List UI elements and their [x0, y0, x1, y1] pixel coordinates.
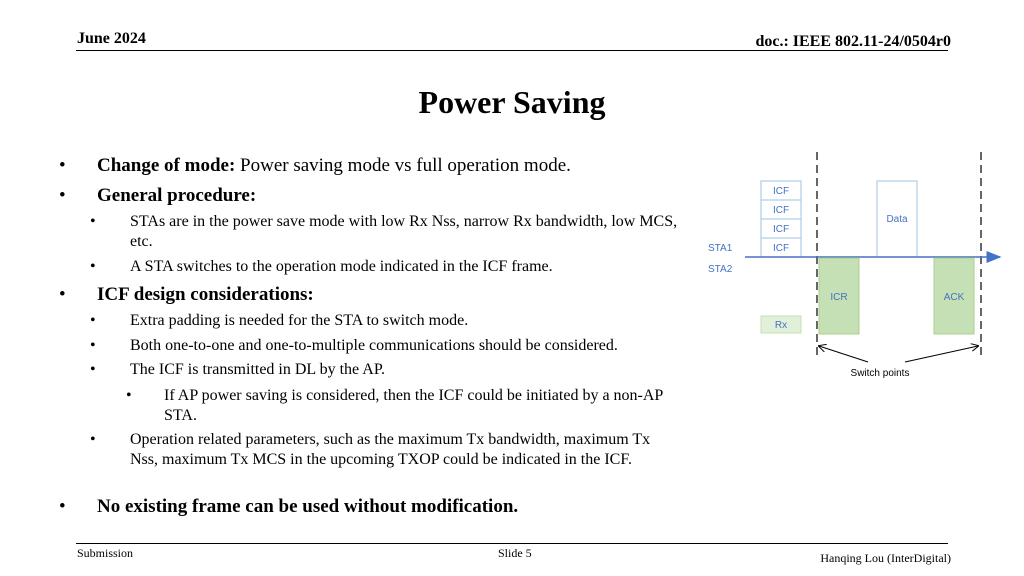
- footer-slide-number: Slide 5: [498, 546, 532, 560]
- icf-label: ICF: [772, 186, 790, 197]
- bullet-label: ICF design considerations:: [97, 284, 314, 305]
- footer-rule: [76, 543, 948, 544]
- rx-label: Rx: [774, 320, 788, 331]
- sta1-label: STA1: [708, 243, 733, 254]
- bullet-marker: •: [59, 155, 66, 176]
- bullet-text: STAs are in the power save mode with low Rx Nss, narrow Rx bandwidth, low MCS, etc.: [130, 213, 678, 250]
- sta2-label: STA2: [708, 264, 733, 275]
- data-label: Data: [886, 214, 908, 225]
- icr-label: ICR: [830, 292, 848, 303]
- header-doc-id: doc.: IEEE 802.11-24/0504r0: [755, 33, 951, 50]
- bullet-text: Both one-to-one and one-to-multiple communications should be considered.: [130, 337, 618, 354]
- switch-points-label: Switch points: [850, 368, 910, 379]
- icf-label: ICF: [772, 224, 790, 235]
- bullet-label: No existing frame can be used without modification.: [97, 496, 519, 517]
- bullet-marker: •: [90, 361, 96, 378]
- bullet-marker: •: [90, 258, 96, 275]
- bullet-text: The ICF is transmitted in DL by the AP.: [130, 361, 385, 378]
- switch-arrow-left: [819, 346, 868, 362]
- bullet-label: General procedure:: [97, 185, 257, 206]
- bullet-text: Power saving mode vs full operation mode.: [235, 155, 571, 176]
- bullet-marker: •: [90, 431, 96, 448]
- bullet-marker: •: [90, 312, 96, 329]
- icf-label: ICF: [772, 205, 790, 216]
- bullet-text: Extra padding is needed for the STA to switch mode.: [130, 312, 469, 329]
- bullet-marker: •: [59, 496, 66, 517]
- slide-title: Power Saving: [418, 84, 606, 120]
- bullet-marker: •: [59, 284, 66, 305]
- bullet-marker: •: [59, 185, 66, 206]
- bullet-marker: •: [90, 337, 96, 354]
- icf-label: ICF: [772, 243, 790, 254]
- header-date: June 2024: [77, 30, 146, 47]
- bullet-marker: •: [90, 213, 96, 230]
- bullet-text: Operation related parameters, such as the maximum Tx bandwidth, maximum Tx Nss, maximum Tx MCS in the upcoming TXOP could be indicated in the ICF.: [130, 431, 651, 468]
- icf-stack: [761, 181, 801, 257]
- footer-author: Hanqing Lou (InterDigital): [820, 551, 951, 565]
- bullet-text: A STA switches to the operation mode indicated in the ICF frame.: [130, 258, 553, 275]
- bullet-marker: •: [126, 387, 132, 404]
- bullet-label: Change of mode:: [97, 155, 236, 176]
- switch-arrow-right: [905, 346, 978, 362]
- footer-submission: Submission: [77, 546, 134, 560]
- ack-label: ACK: [943, 292, 965, 303]
- bullet-text: If AP power saving is considered, then the ICF could be initiated by a non-AP STA.: [164, 387, 663, 424]
